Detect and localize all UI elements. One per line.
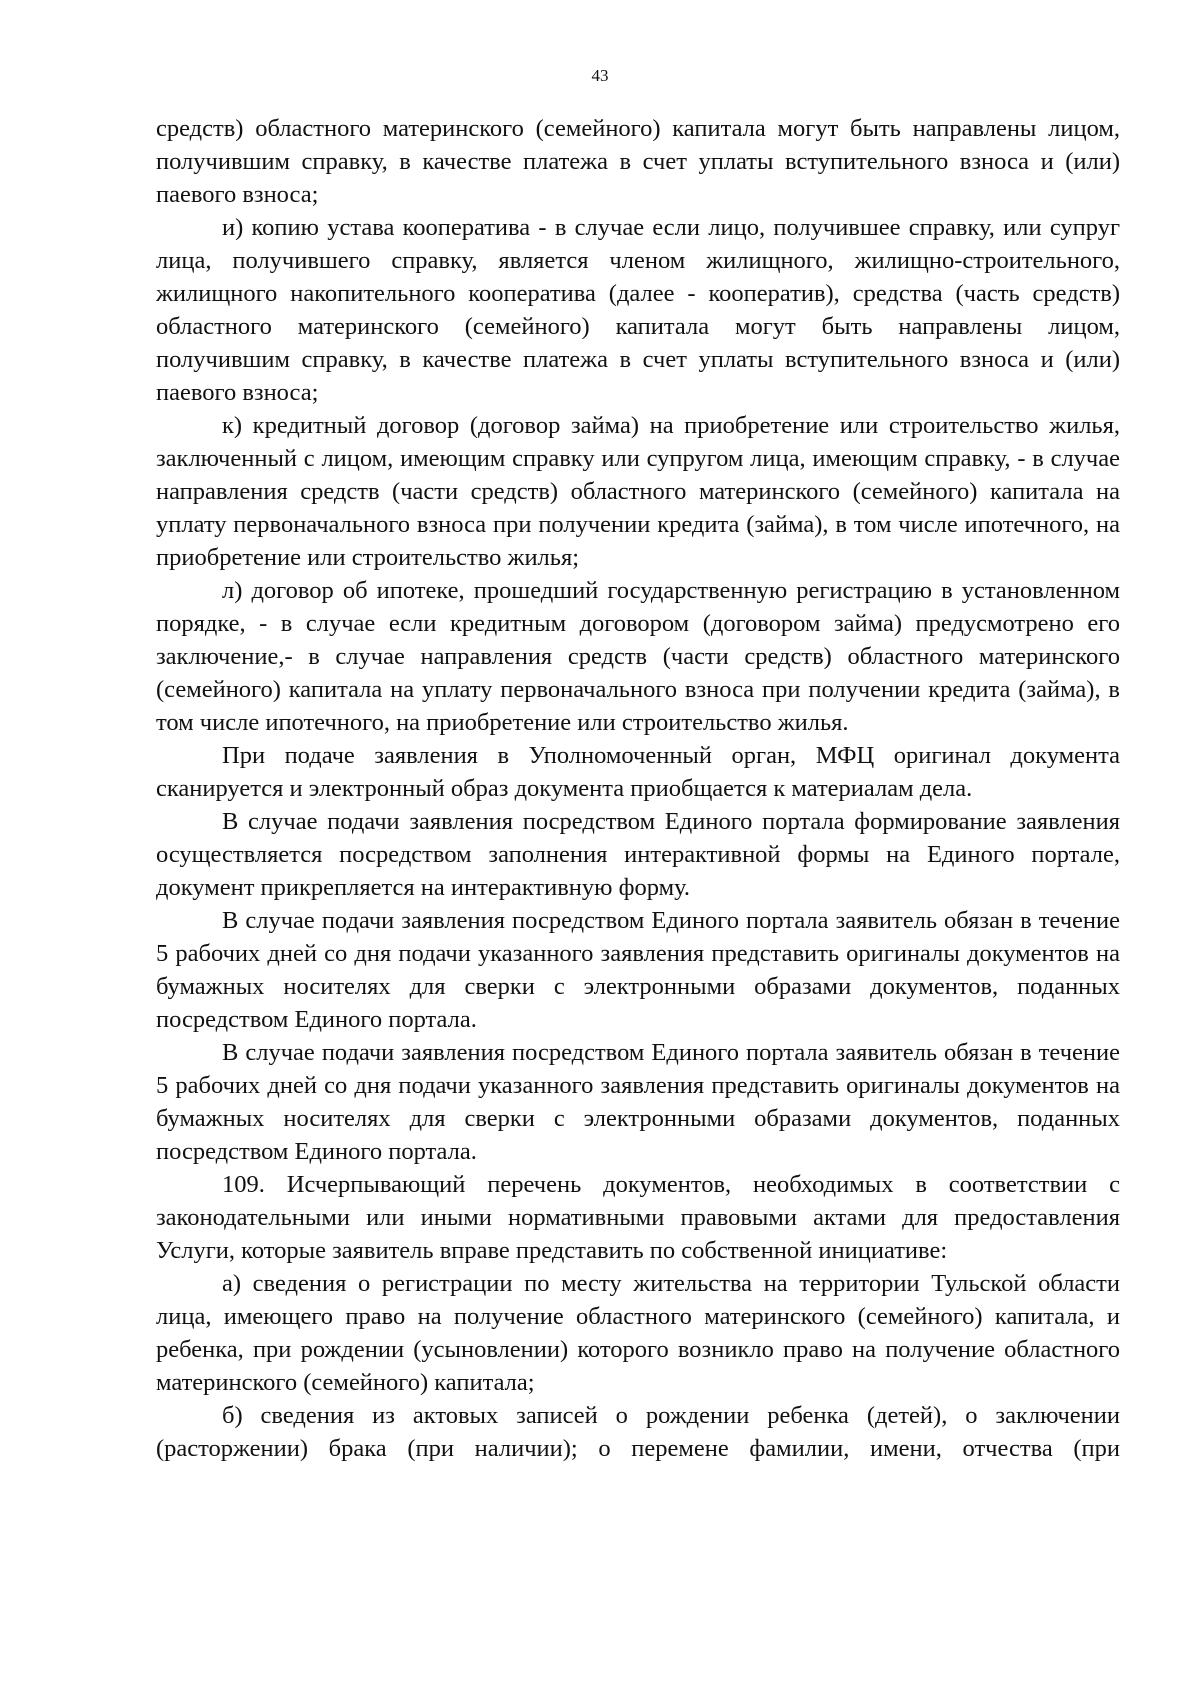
paragraph-item-i: и) копию устава кооператива - в случае если лицо, получившее справку, или супруг лица, получившего справку, является членом жилищного, жилищно-строительного, жилищного накопительного кооператива (далее - кооператив), средства (часть средств) областного материнского (семейного) капитала могут быть направлены лицом, получившим справку, в качестве платежа в счет уплаты вступительного взноса и (или) паевого взноса; bbox=[156, 214, 1120, 406]
page-number: 43 bbox=[591, 66, 609, 85]
paragraph-item-l: л) договор об ипотеке, прошедший государственную регистрацию в установленном порядке, - в случае если кредитным договором (договором займа) предусмотрено его заключение,- в случае направления средств (части средств) областного материнского (семейного) капитала на уплату первоначального взноса при получении кредита (займа), в том числе ипотечного, на приобретение или строительство жилья. bbox=[156, 577, 1120, 736]
paragraph-item-109: 109. Исчерпывающий перечень документов, необходимых в соответствии с законодательными или иными нормативными правовыми актами для предоставления Услуги, которые заявитель вправе представить по собственной инициативе: bbox=[156, 1171, 1120, 1264]
paragraph-item-b: б) сведения из актовых записей о рождении ребенка (детей), о заключении (расторжении) брака (при наличии); о перемене фамилии, имени, отчества (при bbox=[156, 1402, 1120, 1462]
paragraph-item-k: к) кредитный договор (договор займа) на приобретение или строительство жилья, заключенный с лицом, имеющим справку или супругом лица, имеющим справку, - в случае направления средств (части средств) областного материнского (семейного) капитала на уплату первоначального взноса при получении кредита (займа), в том числе ипотечного, на приобретение или строительство жилья; bbox=[156, 412, 1120, 571]
paragraph-portal-originals-1: В случае подачи заявления посредством Единого портала заявитель обязан в течение 5 рабочих дней со дня подачи указанного заявления представить оригиналы документов на бумажных носителях для сверки с электронными образами документов, поданных посредством Единого портала. bbox=[156, 907, 1120, 1033]
document-body bbox=[156, 112, 1120, 1465]
paragraph-scan-note: При подаче заявления в Уполномоченный орган, МФЦ оригинал документа сканируется и электронный образ документа приобщается к материалам дела. bbox=[156, 742, 1120, 802]
paragraph-item-a: а) сведения о регистрации по месту жительства на территории Тульской области лица, имеющего право на получение областного материнского (семейного) капитала, и ребенка, при рождении (усыновлении) которого возникло право на получение областного материнского (семейного) капитала; bbox=[156, 1270, 1120, 1396]
paragraph-continuation: средств) областного материнского (семейного) капитала могут быть направлены лицом, получившим справку, в качестве платежа в счет уплаты вступительного взноса и (или) паевого взноса; bbox=[156, 115, 1120, 208]
paragraph-portal-originals-2: В случае подачи заявления посредством Единого портала заявитель обязан в течение 5 рабочих дней со дня подачи указанного заявления представить оригиналы документов на бумажных носителях для сверки с электронными образами документов, поданных посредством Единого портала. bbox=[156, 1039, 1120, 1165]
paragraph-portal-form: В случае подачи заявления посредством Единого портала формирование заявления осуществляется посредством заполнения интерактивной формы на Единого портале, документ прикрепляется на интерактивную форму. bbox=[156, 808, 1120, 901]
